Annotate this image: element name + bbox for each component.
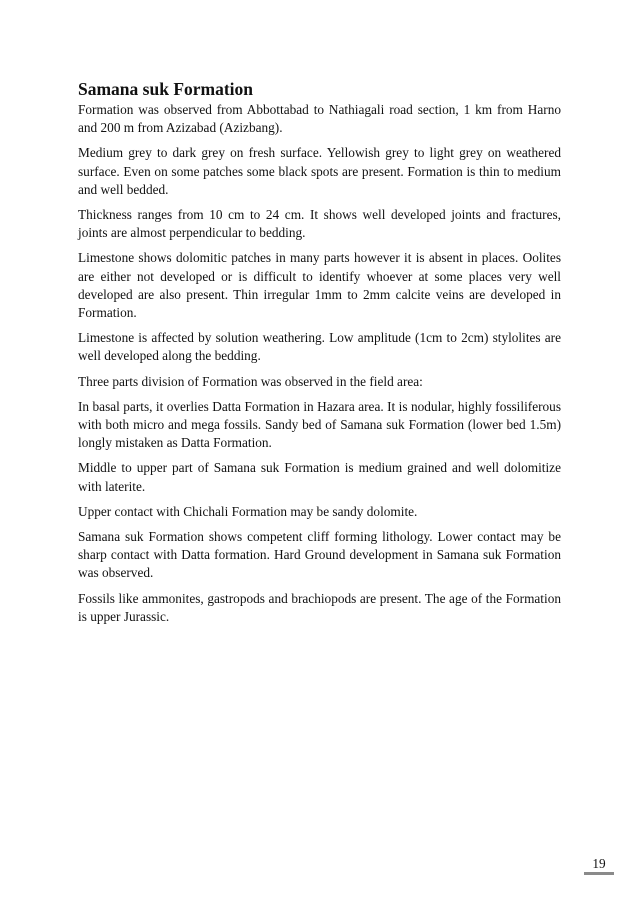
page-body: [78, 78, 561, 633]
page-number: 19: [592, 856, 606, 871]
paragraph-upper-contact: Upper contact with Chichali Formation may be sandy dolomite.: [78, 503, 418, 519]
footer-rule: [584, 872, 614, 875]
paragraph-dolomitic-patches: Limestone shows dolomitic patches in many parts however it is absent in places. Oolites are either not developed or is difficult to identify whoever at some places very well developed are also present. Thin irregular 1mm to 2mm calcite veins are developed in Formation.: [78, 250, 561, 321]
paragraph-location: Formation was observed from Abbottabad to Nathiagali road section, 1 km from Harno and 200 m from Azizabad (Azizbang).: [78, 102, 561, 136]
paragraph-color: Medium grey to dark grey on fresh surface. Yellowish grey to light grey on weathered surface. Even on some patches some black spots are present. Formation is thin to medium and well bedded.: [78, 145, 561, 197]
paragraph-middle-upper-part: Middle to upper part of Samana suk Formation is medium grained and well dolomitize with laterite.: [78, 460, 561, 494]
paragraph-weathering: Limestone is affected by solution weathering. Low amplitude (1cm to 2cm) stylolites are well developed along the bedding.: [78, 330, 561, 364]
section-heading: Samana suk Formation: [78, 79, 254, 99]
paragraph-division-intro: Three parts division of Formation was observed in the field area:: [78, 373, 423, 389]
paragraph-basal-part: In basal parts, it overlies Datta Formation in Hazara area. It is nodular, highly fossiliferous with both micro and mega fossils. Sandy bed of Samana suk Formation (lower bed 1.5m) longly mistaken as Datta Formation.: [78, 398, 561, 451]
paragraph-lithology: Samana suk Formation shows competent cliff forming lithology. Lower contact may be sharp contact with Datta formation. Hard Ground development in Samana suk Formation was observed.: [78, 529, 561, 581]
paragraph-fossils-age: Fossils like ammonites, gastropods and brachiopods are present. The age of the Formation is upper Jurassic.: [78, 590, 561, 624]
paragraph-thickness: Thickness ranges from 10 cm to 24 cm. It shows well developed joints and fractures, joints are almost perpendicular to bedding.: [78, 207, 561, 241]
